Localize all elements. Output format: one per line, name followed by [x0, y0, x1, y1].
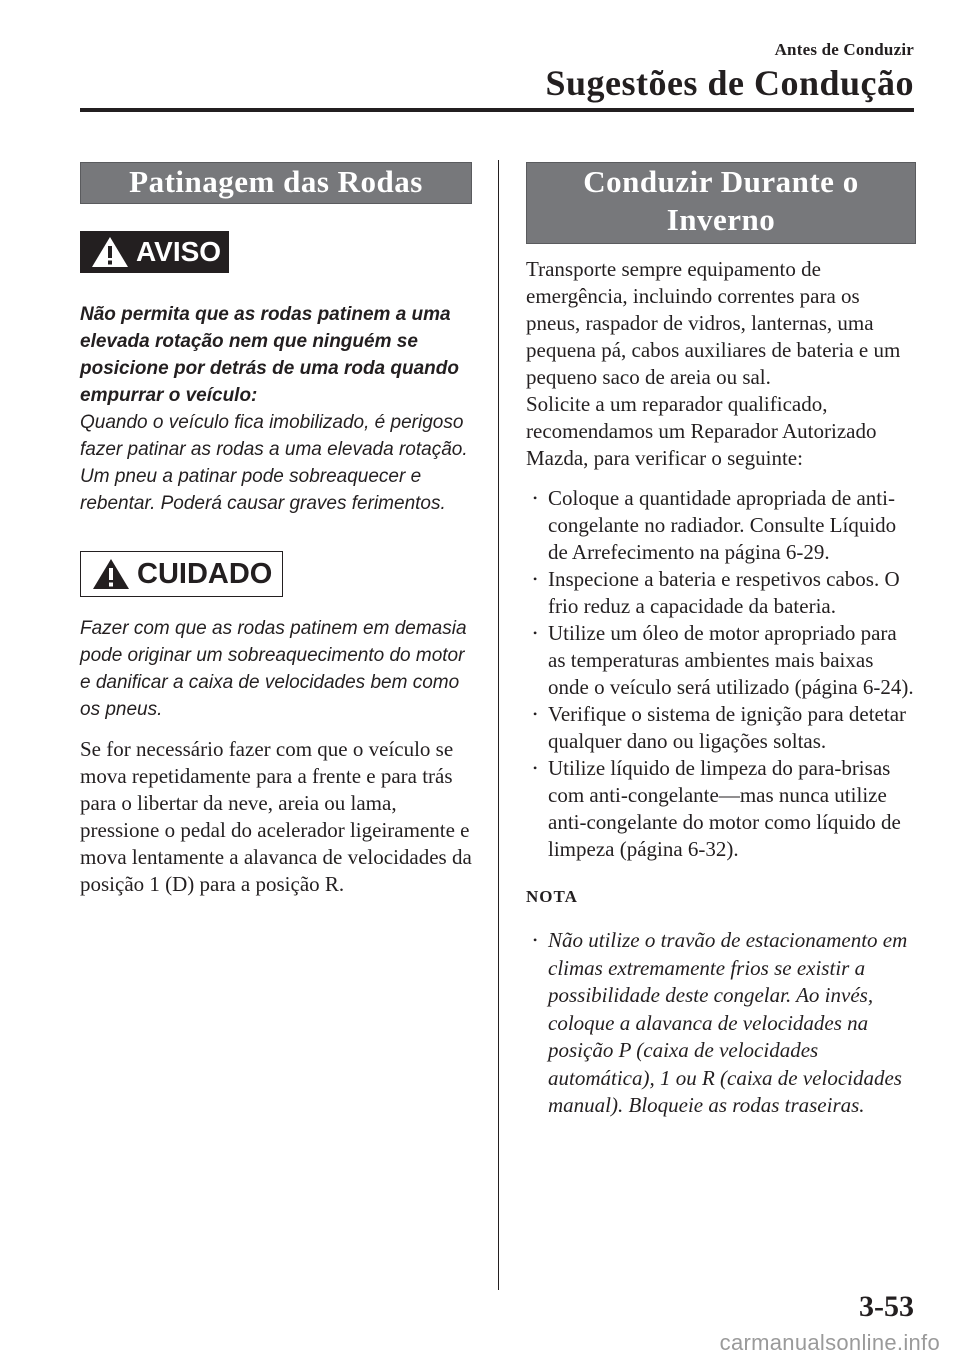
- note-list: [526, 927, 918, 1120]
- checklist: [526, 485, 918, 863]
- heading-wheel-spin: Patinagem das Rodas: [80, 162, 472, 204]
- inspection-paragraph: Solicite a um reparador qualificado, recomendamos um Reparador Autorizado Mazda, para verificar o seguinte:: [526, 392, 877, 470]
- warning-label: AVISO: [136, 236, 222, 267]
- emergency-equipment-paragraph: Transporte sempre equipamento de emergência, incluindo correntes para os pneus, raspador de vidros, lanternas, uma pequena pá, cabos auxiliares de bateria e um pequeno saco de areia ou sal.: [526, 257, 901, 389]
- list-item: • Inspecione a bateria e respetivos cabos. O frio reduz a capacidade da bateria.: [526, 566, 918, 620]
- list-item: • Utilize líquido de limpeza do para-brisas com anti-congelante—mas nunca utilize anti-congelante do motor como líquido de limpeza (página 6-32).: [526, 755, 918, 863]
- header-rule: [80, 108, 914, 112]
- wheel-spin-body: Se for necessário fazer com que o veículo se mova repetidamente para a frente e para trás para o libertar da neve, areia ou lama, pressione o pedal do acelerador ligeiramente e mova lentamente a alavanca de velocidades da posição 1 (D) para a posição R.: [80, 737, 472, 896]
- chapter-title: Antes de Conduzir: [774, 40, 914, 59]
- heading-winter-driving: [526, 162, 916, 244]
- column-divider: [498, 160, 499, 1290]
- warning-badge: [80, 231, 229, 273]
- heading-line-1: Conduzir Durante o: [583, 164, 859, 199]
- note-label: NOTA: [526, 887, 578, 906]
- section-title: Sugestões de Condução: [545, 63, 914, 103]
- warning-detail-text: Quando o veículo fica imobilizado, é perigoso fazer patinar as rodas a uma elevada rotação. Um pneu a patinar pode sobreaquecer e rebentar. Poderá causar graves ferimentos.: [80, 412, 468, 514]
- warning-triangle-icon: [90, 235, 130, 269]
- caution-triangle-icon: [91, 557, 131, 591]
- list-item: • Coloque a quantidade apropriada de anti-congelante no radiador. Consulte Líquido de Arrefecimento na página 6-29.: [526, 485, 918, 566]
- right-column: [526, 162, 918, 1120]
- list-item: • Verifique o sistema de ignição para detetar qualquer dano ou ligações soltas.: [526, 701, 918, 755]
- page-number: 3-53: [859, 1290, 914, 1323]
- left-column: [80, 162, 472, 898]
- list-item: • Utilize um óleo de motor apropriado para as temperaturas ambientes mais baixas onde o veículo será utilizado (página 6-24).: [526, 620, 918, 701]
- watermark: carmanualsonline.info: [719, 1330, 940, 1355]
- warning-text: [80, 301, 472, 517]
- page-header: [545, 40, 914, 104]
- caution-text: Fazer com que as rodas patinem em demasia pode originar um sobreaquecimento do motor e danificar a caixa de velocidades bem como os pneus.: [80, 618, 467, 720]
- note-item: • Não utilize o travão de estacionamento em climas extremamente frios se existir a possibilidade deste congelar. Ao invés, coloque a alavanca de velocidades na posição P (caixa de velocidades automática), 1 ou R (caixa de velocidades manual). Bloqueie as rodas traseiras.: [526, 927, 918, 1120]
- caution-badge: [80, 551, 283, 597]
- heading-line-2: Inverno: [666, 202, 776, 237]
- caution-label: CUIDADO: [137, 557, 273, 590]
- warning-bold-text: Não permita que as rodas patinem a uma elevada rotação nem que ninguém se posicione por detrás de uma roda quando empurrar o veículo:: [80, 304, 459, 406]
